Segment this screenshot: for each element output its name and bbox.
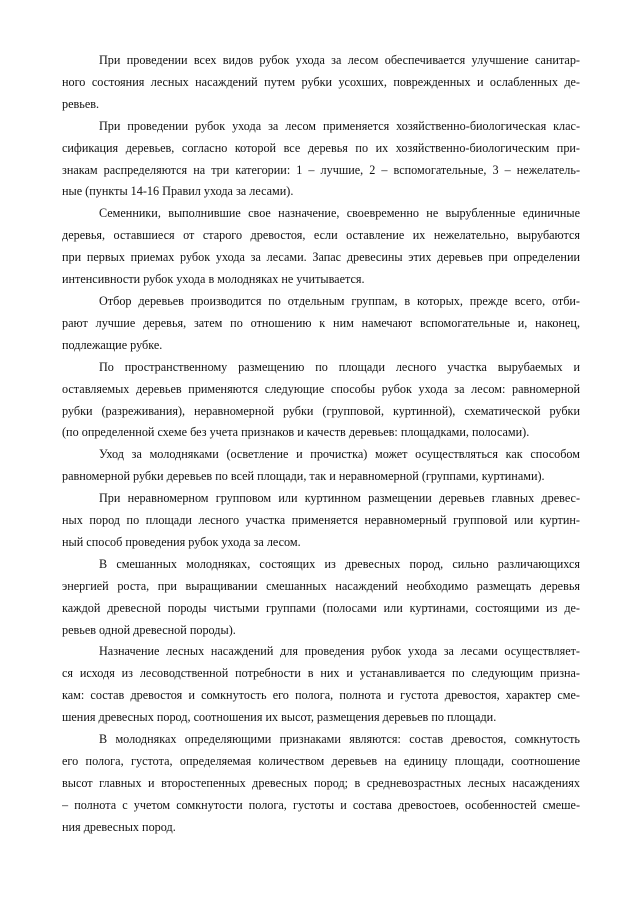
text-line: При проведении всех видов рубок ухода за лесом обеспечивается улучшение санитар- bbox=[99, 53, 580, 67]
text-line: (по определенной схеме без учета признаков и качеств деревьев: площадками, полосами). bbox=[62, 425, 530, 440]
text-line: сификация деревьев, согласно которой все деревья по их хозяйственно-биологическим при- bbox=[62, 140, 580, 155]
text-line: рают лучшие деревья, затем по отношению к ним намечают вспомогательные и, наконец, bbox=[62, 315, 580, 330]
text-line: высот главных и второстепенных древесных пород; в средневозрастных лесных насаждениях bbox=[62, 775, 580, 790]
text-line: кам: состав древостоя и сомкнутость его полога, полнота и густота древостоя, характер сме- bbox=[62, 688, 580, 703]
text-line: ревьев. bbox=[62, 96, 100, 111]
text-line: ся исходя из лесоводственной потребности в них и устанавливается по следующим призна- bbox=[62, 666, 580, 681]
text-line: В молодняках определяющими признаками являются: состав древостоя, сомкнутость bbox=[99, 732, 580, 747]
text-line: При неравномерном групповом или куртинном размещении деревьев главных древес- bbox=[99, 491, 580, 506]
text-line: ревьев одной древесной породы). bbox=[62, 622, 236, 637]
text-line: его полога, густота, определяемая количеством деревьев на единицу площади, соотношение bbox=[62, 754, 580, 768]
text-line: энергией роста, при выращивании смешанных насаждений необходимо размещать деревья bbox=[62, 578, 580, 593]
text-line: каждой древесной породы чистыми группами (полосами или куртинами, состоящими из де- bbox=[62, 600, 580, 615]
paragraph bbox=[62, 116, 580, 204]
text-line: ные (пункты 14-16 Правил ухода за лесами). bbox=[62, 184, 294, 199]
text-line: оставляемых деревьев применяются следующие способы рубок ухода за лесом: равномерной bbox=[62, 381, 580, 396]
text-line: Отбор деревьев производится по отдельным группам, в которых, прежде всего, отби- bbox=[99, 293, 580, 308]
text-line: интенсивности рубок ухода в молодняках не учитывается. bbox=[62, 272, 365, 287]
document-body bbox=[62, 50, 580, 839]
text-line: шения древесных пород, соотношения их высот, размещения деревьев по площади. bbox=[62, 710, 497, 725]
paragraph bbox=[62, 729, 580, 839]
text-line: Семенники, выполнившие свое назначение, своевременно не вырубленные единичные bbox=[99, 206, 580, 221]
paragraph bbox=[62, 203, 580, 291]
text-line: подлежащие рубке. bbox=[62, 337, 163, 352]
text-line: знакам распределяются на три категории: 1 – лучшие, 2 – вспомогательные, 3 – нежелатель- bbox=[62, 162, 580, 177]
paragraph bbox=[62, 554, 580, 642]
paragraph bbox=[62, 641, 580, 729]
text-line: Назначение лесных насаждений для проведения рубок ухода за лесами осуществляет- bbox=[99, 644, 580, 659]
text-line: ных пород по площади лесного участка применяется неравномерный групповой или куртин- bbox=[62, 513, 580, 528]
text-line: равномерной рубки деревьев по всей площади, так и неравномерной (группами, куртинами). bbox=[62, 469, 545, 484]
text-line: По пространственному размещению по площади лесного участка вырубаемых и bbox=[99, 359, 580, 374]
text-line: рубки (разреживания), неравномерной рубки (групповой, куртинной), схематической рубки bbox=[62, 403, 580, 418]
text-line: При проведении рубок ухода за лесом применяется хозяйственно-биологическая клас- bbox=[99, 118, 580, 133]
text-line: В смешанных молодняках, состоящих из древесных пород, сильно различающихся bbox=[99, 556, 580, 571]
paragraph bbox=[62, 488, 580, 554]
text-line: ния древесных пород. bbox=[62, 819, 176, 834]
text-line: деревья, оставшиеся от старого древостоя, если оставление их нежелательно, вырубаются bbox=[62, 228, 580, 243]
text-line: ный способ проведения рубок ухода за лесом. bbox=[62, 534, 301, 549]
text-line: Уход за молодняками (осветление и прочистка) может осуществляться как способом bbox=[99, 447, 580, 462]
text-line: – полнота с учетом сомкнутости полога, густоты и состава древостоев, особенностей смеше- bbox=[62, 797, 580, 812]
paragraph bbox=[62, 50, 580, 116]
paragraph bbox=[62, 444, 580, 488]
paragraph bbox=[62, 291, 580, 357]
text-line: ного состояния лесных насаждений путем рубки усохших, поврежденных и ослабленных де- bbox=[62, 74, 580, 89]
text-line: при первых приемах рубок ухода за лесами. Запас древесины этих деревьев при определении bbox=[62, 250, 580, 265]
paragraph bbox=[62, 357, 580, 445]
